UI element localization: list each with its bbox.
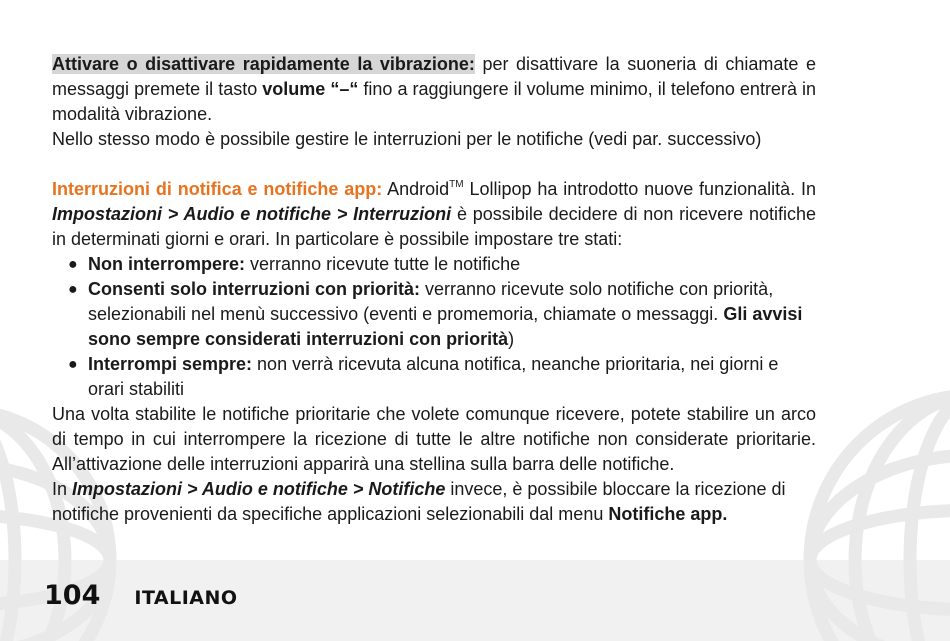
volume-key-label: volume “–“	[262, 79, 359, 99]
list-item-label: Non interrompere:	[88, 254, 246, 274]
app-notifications-text-a: In	[52, 479, 73, 499]
page-number: 104	[44, 580, 101, 611]
interruptions-settings-path: Impostazioni > Audio e notifiche > Interruzioni	[52, 204, 452, 224]
trademark-mark: TM	[449, 179, 464, 190]
list-item-text: verranno ricevute solo notifiche con priorità, selezionabili nel menù successivo (eventi e promemoria, chiamate o messaggi.	[88, 279, 774, 324]
right-globe-watermark	[810, 395, 950, 641]
bullet-icon: ●	[68, 256, 78, 273]
bullet-icon: ●	[68, 281, 78, 298]
list-item-note: Gli avvisi sono sempre considerati interruzioni con priorità	[88, 304, 803, 349]
list-item-text: verranno ricevute tutte le notifiche	[245, 254, 521, 274]
interruptions-text-b: Lollipop ha introdotto nuove funzionalità. In	[463, 179, 816, 199]
interruption-modes-list	[52, 252, 816, 402]
interruptions-paragraph	[52, 177, 816, 252]
manual-page-content	[52, 52, 816, 527]
list-item-close: )	[508, 329, 515, 349]
list-item-label: Interrompi sempre:	[88, 354, 253, 374]
language-label: ITALIANO	[134, 587, 238, 609]
vibration-text-b: fino a raggiungere il volume minimo, il telefono entrerà in modalità vibrazione.	[52, 79, 817, 124]
interruptions-text-c: è possibile decidere di non ricevere notifiche in determinati giorni e orari. In particolare è possibile impostare tre stati:	[52, 204, 816, 249]
list-item-priority-only	[68, 277, 816, 352]
page-footer	[44, 580, 238, 611]
list-item-label: Consenti solo interruzioni con priorità:	[88, 279, 421, 299]
list-item-do-not-interrupt	[68, 252, 816, 277]
bullet-icon: ●	[68, 356, 78, 373]
app-notifications-menu: Notifiche app.	[608, 504, 728, 524]
vibration-text-a: per disattivare la suoneria di chiamate e messaggi premete il tasto	[52, 54, 816, 99]
app-notifications-paragraph	[52, 477, 816, 527]
notifications-settings-path: Impostazioni > Audio e notifiche > Notifiche	[72, 479, 446, 499]
interruptions-note-paragraph: Nello stesso modo è possibile gestire le interruzioni per le notifiche (vedi par. successivo)	[52, 129, 762, 149]
interruptions-text-a: Android	[382, 179, 450, 199]
vibration-paragraph	[52, 52, 816, 127]
vibration-heading: Attivare o disattivare rapidamente la vibrazione:	[52, 54, 475, 74]
list-item-always-interrupt	[68, 352, 816, 402]
interruptions-heading: Interruzioni di notifica e notifiche app:	[52, 179, 383, 199]
paragraph-spacer	[52, 152, 816, 177]
app-notifications-text-b: invece, è possibile bloccare la ricezione di notifiche provenienti da specifiche applicazioni selezionabili dal menu	[52, 479, 786, 524]
list-item-text: non verrà ricevuta alcuna notifica, neanche prioritaria, nei giorni e orari stabiliti	[88, 354, 779, 399]
priority-notifications-paragraph: Una volta stabilite le notifiche prioritarie che volete comunque ricevere, potete stabilire un arco di tempo in cui interrompere la ricezione di tutte le altre notifiche non considerate prioritarie. All’attivazione delle interruzioni apparirà una stellina sulla barra delle notifiche.	[52, 404, 816, 474]
